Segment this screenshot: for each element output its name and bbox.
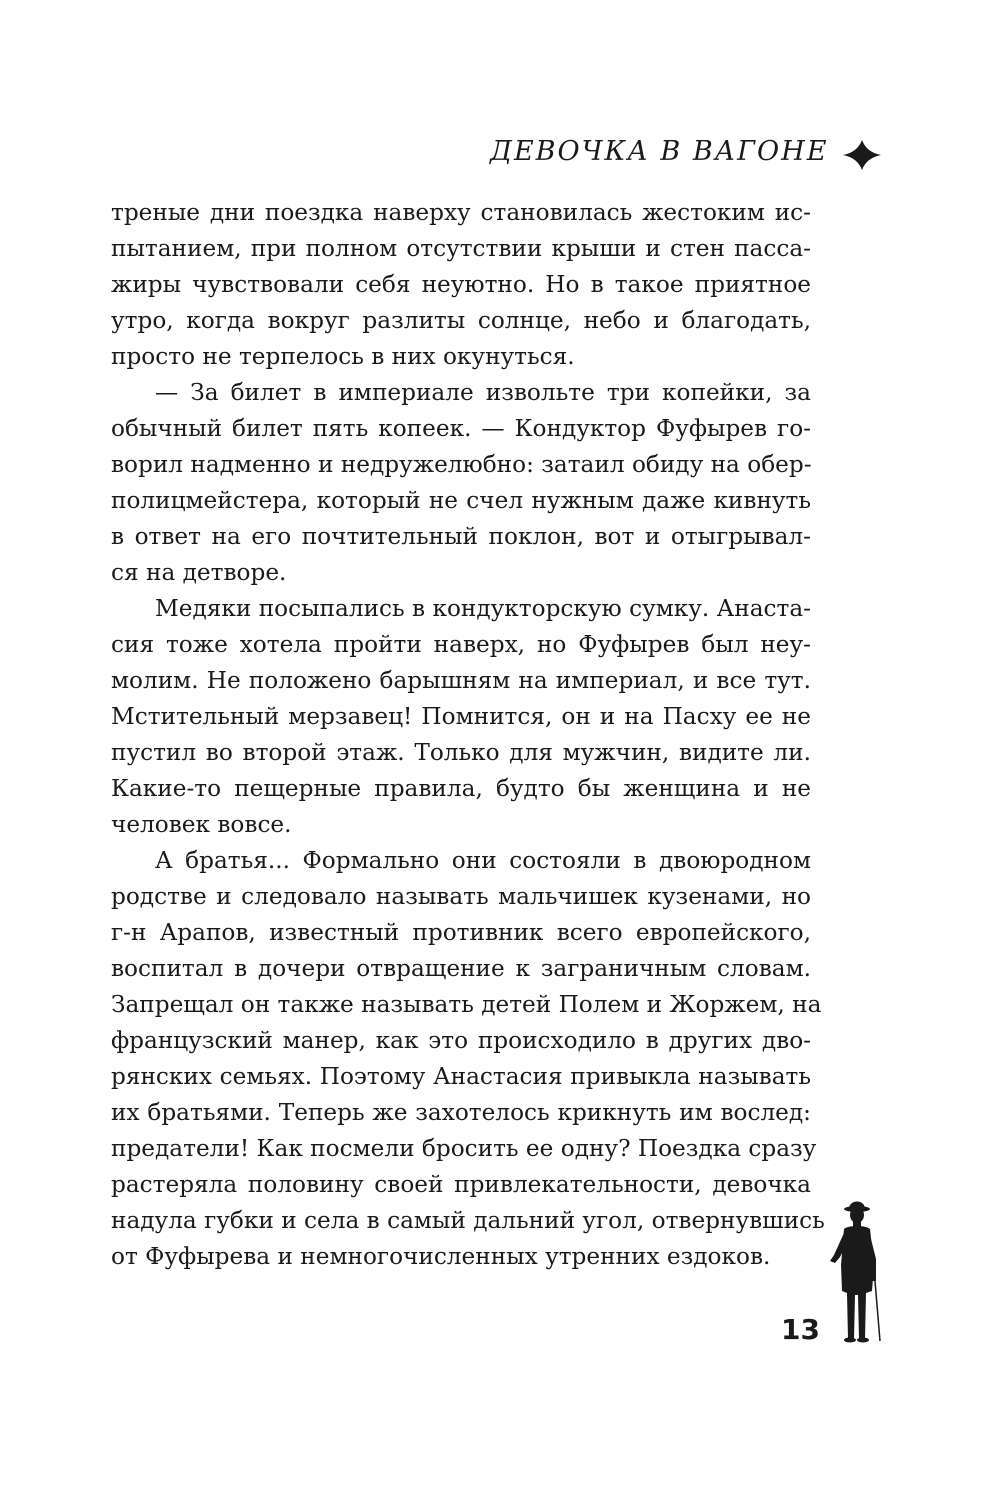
text-line: ворил надменно и недружелюбно: затаил обиду на обер- bbox=[111, 451, 812, 478]
text-line: сия тоже хотела пройти наверх, но Фуфырев был неу- bbox=[111, 631, 811, 658]
text-line: предатели! Как посмели бросить ее одну? Поездка сразу bbox=[111, 1135, 817, 1162]
text-line: воспитал в дочери отвращение к заграничным словам. bbox=[111, 955, 811, 982]
text-line: Какие-то пещерные правила, будто бы женщина и не bbox=[111, 775, 811, 802]
text-line: А братья... Формально они состояли в двоюродном bbox=[155, 847, 811, 874]
text-line: от Фуфырева и немногочисленных утренних ездоков. bbox=[111, 1243, 771, 1270]
text-line: Запрещал он также называть детей Полем и Жоржем, на bbox=[111, 991, 822, 1018]
text-line: просто не терпелось в них окунуться. bbox=[111, 343, 575, 370]
text-line: французский манер, как это происходило в других дво- bbox=[111, 1027, 811, 1054]
text-line: ся на детворе. bbox=[111, 559, 287, 586]
text-line: полицмейстера, который не счел нужным даже кивнуть bbox=[111, 487, 811, 514]
paragraph bbox=[111, 375, 811, 591]
diamond-ornament-icon bbox=[843, 140, 881, 170]
text-line: обычный билет пять копеек. — Кондуктор Фуфырев го- bbox=[111, 415, 811, 442]
text-line: молим. Не положено барышням на империал, и все тут. bbox=[111, 667, 811, 694]
text-line: Мстительный мерзавец! Помнится, он и на Пасху ее не bbox=[111, 703, 811, 730]
text-line: треные дни поездка наверху становилась жестоким ис- bbox=[111, 199, 811, 226]
paragraph bbox=[111, 195, 811, 375]
text-line: рянских семьях. Поэтому Анастасия привыкла называть bbox=[111, 1063, 811, 1090]
text-line: пустил во второй этаж. Только для мужчин, видите ли. bbox=[111, 739, 811, 766]
text-line: Медяки посыпались в кондукторскую сумку. Анаста- bbox=[155, 595, 811, 622]
text-line: в ответ на его почтительный поклон, вот и отыгрывал- bbox=[111, 523, 811, 550]
text-line: — За билет в империале извольте три копейки, за bbox=[155, 379, 811, 406]
page-number: 13 bbox=[781, 1313, 820, 1346]
text-line: пытанием, при полном отсутствии крыши и стен пасса- bbox=[111, 235, 811, 262]
text-line: родстве и следовало называть мальчишек кузенами, но bbox=[111, 883, 811, 910]
running-title: ДЕВОЧКА В ВАГОНЕ bbox=[490, 136, 829, 167]
text-line: жиры чувствовали себя неуютно. Но в такое приятное bbox=[111, 271, 811, 298]
text-line: утро, когда вокруг разлиты солнце, небо и благодать, bbox=[111, 307, 811, 334]
text-line: растеряла половину своей привлекательности, девочка bbox=[111, 1171, 811, 1198]
text-line: человек вовсе. bbox=[111, 811, 292, 838]
text-line: г-н Арапов, известный противник всего европейского, bbox=[111, 919, 811, 946]
paragraph bbox=[111, 843, 825, 1275]
body-text bbox=[111, 195, 825, 1275]
text-line: надула губки и села в самый дальний угол, отвернувшись bbox=[111, 1207, 825, 1234]
paragraph bbox=[111, 591, 811, 843]
gentleman-silhouette-icon bbox=[826, 1195, 886, 1345]
text-line: их братьями. Теперь же захотелось крикнуть им вослед: bbox=[111, 1099, 811, 1126]
